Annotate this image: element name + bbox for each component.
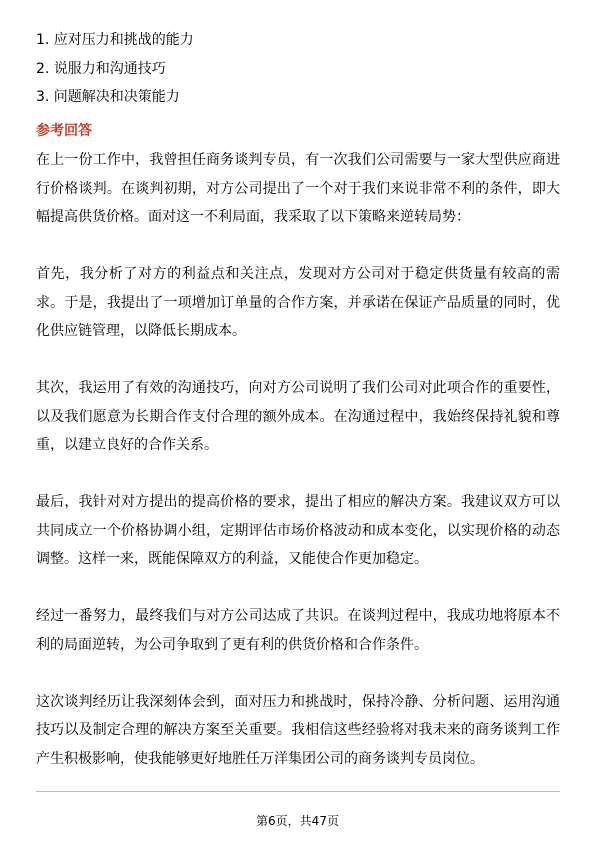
- page-number: 第6页，共47页: [256, 814, 339, 828]
- section-heading: 参考回答: [36, 123, 92, 139]
- paragraph: 这次谈判经历让我深刻体会到，面对压力和挑战时，保持冷静、分析问题、运用沟通技巧以及制定合理的解决方案至关重要。我相信这些经验将对我未来的商务谈判工作产生积极影响，使我能够更好地胜任万洋集团公司的商务谈判专员岗位。: [36, 693, 560, 767]
- list-item: 1. 应对压力和挑战的能力: [36, 32, 194, 48]
- paragraph: 在上一份工作中，我曾担任商务谈判专员，有一次我们公司需要与一家大型供应商进行价格谈判。在谈判初期，对方公司提出了一个对于我们来说非常不利的条件，即大幅提高供货价格。面对这一不利局面，我采取了以下策略来逆转局势：: [36, 152, 560, 225]
- answer-body: [36, 146, 560, 802]
- paragraph: 首先，我分析了对方的利益点和关注点，发现对方公司对于稳定供货量有较高的需求。于是，我提出了一项增加订单量的合作方案，并承诺在保证产品质量的同时，优化供应链管理，以降低长期成本。: [36, 266, 560, 339]
- footer-divider: [36, 791, 560, 792]
- list-item: 2. 说服力和沟通技巧: [36, 60, 166, 77]
- list-item: 3. 问题解决和决策能力: [36, 89, 180, 105]
- paragraph: 最后，我针对对方提出的提高价格的要求，提出了相应的解决方案。我建议双方可以共同成立一个价格协调小组，定期评估市场价格波动和成本变化，以实现价格的动态调整。这样一来，既能保障双方的利益，又能使合作更加稳定。: [36, 494, 560, 567]
- paragraph: 其次，我运用了有效的沟通技巧，向对方公司说明了我们公司对此项合作的重要性，以及我们愿意为长期合作支付合理的额外成本。在沟通过程中，我始终保持礼貌和尊重，以建立良好的合作关系。: [36, 380, 560, 453]
- paragraph: 经过一番努力，最终我们与对方公司达成了共识。在谈判过程中，我成功地将原本不利的局面逆转，为公司争取到了更有利的供货价格和合作条件。: [36, 608, 560, 653]
- ability-list: [36, 31, 194, 117]
